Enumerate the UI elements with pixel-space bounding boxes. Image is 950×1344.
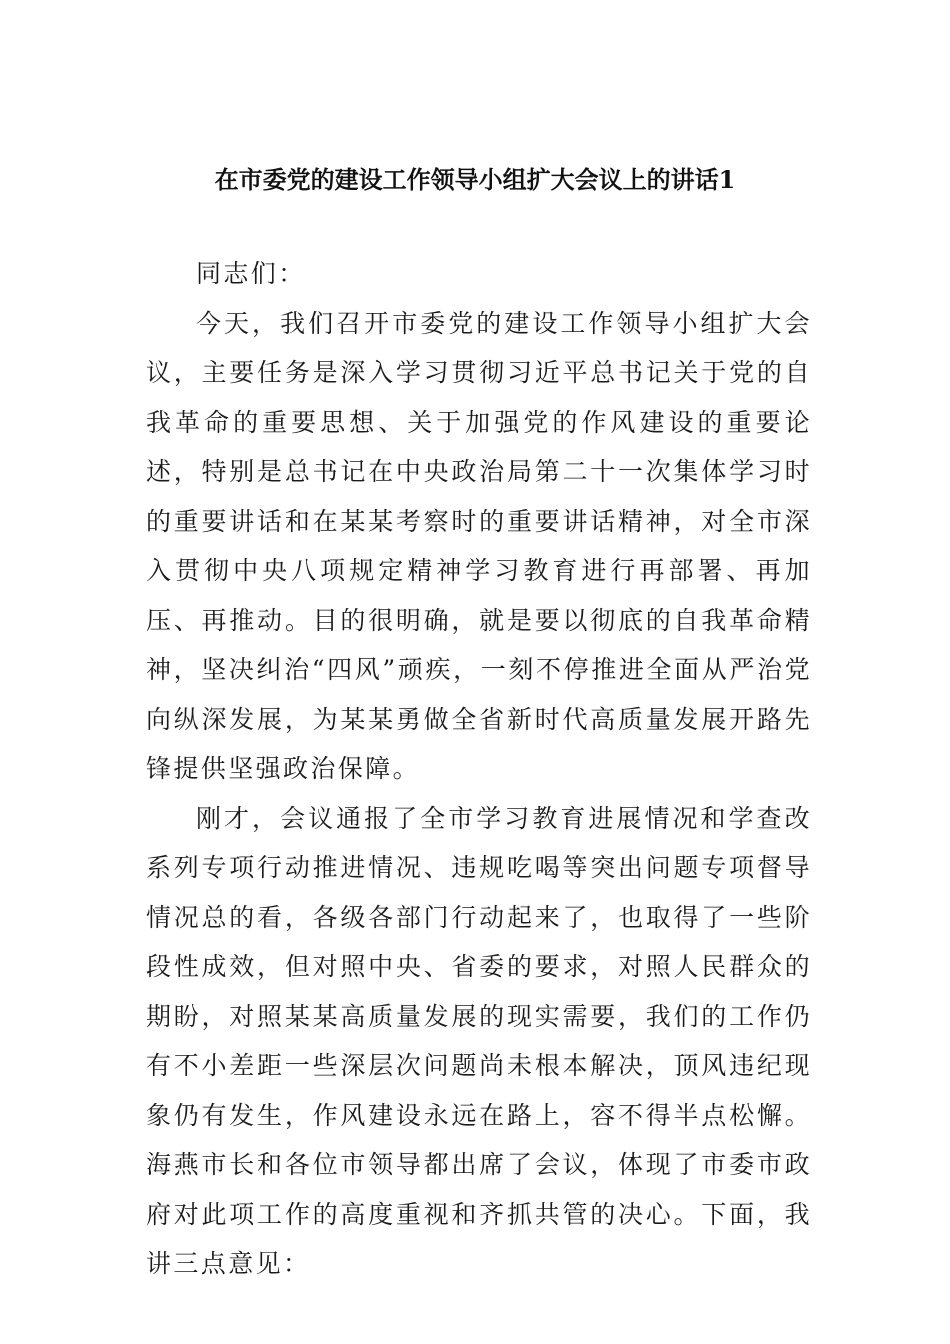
document-body bbox=[146, 249, 812, 1289]
document-title: 在市委党的建设工作领导小组扩大会议上的讲话1 bbox=[214, 165, 736, 194]
paragraph-1: 今天，我们召开市委党的建设工作领导小组扩大会议，主要任务是深入学习贯彻习近平总书记关于党的自我革命的重要思想、关于加强党的作风建设的重要论述，特别是总书记在中央政治局第二十一次集体学习时的重要讲话和在某某考察时的重要讲话精神，对全市深入贯彻中央八项规定精神学习教育进行再部署、再加压、再推动。目的很明确，就是要以彻底的自我革命精神，坚决纠治“四风”顽疾，一刻不停推进全面从严治党向纵深发展，为某某勇做全省新时代高质量发展开路先锋提供坚强政治保障。 bbox=[146, 308, 812, 783]
paragraph-2: 刚才，会议通报了全市学习教育进展情况和学查改系列专项行动推进情况、违规吃喝等突出问题专项督导情况总的看，各级各部门行动起来了，也取得了一些阶段性成效，但对照中央、省委的要求，对照人民群众的期盼，对照某某高质量发展的现实需要，我们的工作仍有不小差距一些深层次问题尚未根本解决，顶风违纪现象仍有发生，作风建设永远在路上，容不得半点松懈。海燕市长和各位市领导都出席了会议，体现了市委市政府对此项工作的高度重视和齐抓共管的决心。下面，我讲三点意见： bbox=[146, 803, 812, 1278]
salutation: 同志们： bbox=[196, 259, 306, 288]
